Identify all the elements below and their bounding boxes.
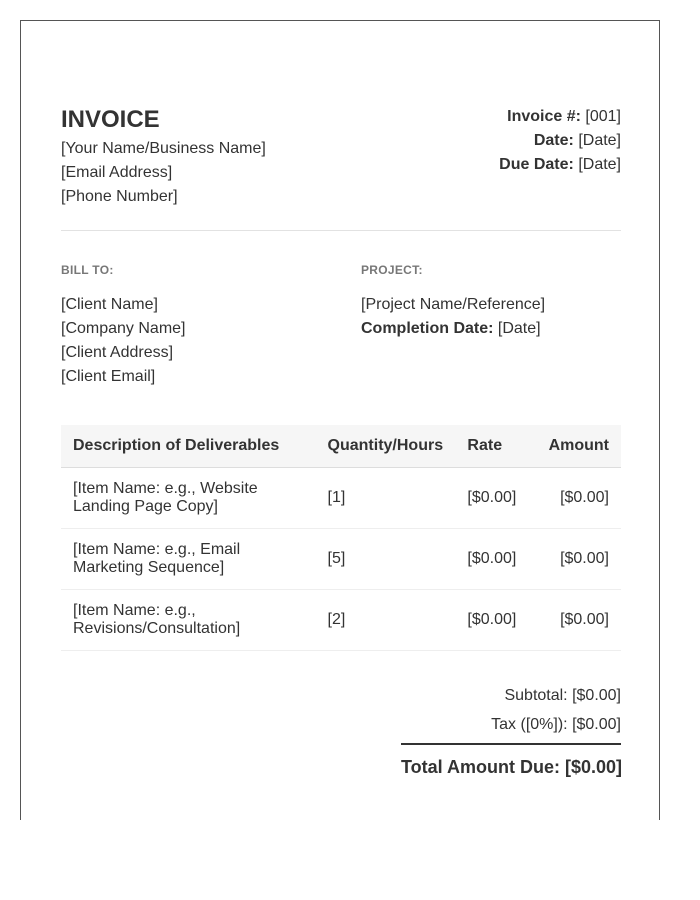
- item-quantity: [5]: [316, 529, 456, 590]
- invoice-number-label: Invoice #:: [507, 108, 581, 125]
- client-name: [Client Name]: [61, 296, 158, 313]
- item-description: [Item Name: e.g., Revisions/Consultation]: [61, 590, 316, 651]
- invoice-number-value: [001]: [585, 108, 621, 125]
- due-date-label: Due Date:: [499, 156, 574, 173]
- sender-email: [Email Address]: [61, 164, 173, 181]
- invoice-date-label: Date:: [533, 132, 574, 149]
- tax: Tax ([0%]): [$0.00]: [491, 716, 621, 733]
- completion-date-row: [361, 317, 545, 341]
- item-amount: [$0.00]: [537, 590, 621, 651]
- bill-to-details: [61, 293, 186, 389]
- column-header-description: Description of Deliverables: [61, 425, 316, 468]
- table-row: [61, 529, 621, 590]
- table-row: [61, 590, 621, 651]
- completion-date-label: Completion Date:: [361, 320, 494, 337]
- table-row: [61, 468, 621, 529]
- invoice-header: [61, 105, 621, 215]
- invoice-sheet: [20, 20, 660, 820]
- total-amount-due: Total Amount Due: [$0.00]: [401, 757, 623, 777]
- totals-divider: [401, 743, 621, 745]
- column-header-quantity: Quantity/Hours: [316, 425, 456, 468]
- item-amount: [$0.00]: [537, 529, 621, 590]
- column-header-amount: Amount: [537, 425, 621, 468]
- header-divider: [61, 230, 621, 231]
- project-section: [361, 263, 545, 341]
- line-items-table: [61, 425, 621, 651]
- column-header-rate: Rate: [455, 425, 536, 468]
- item-rate: [$0.00]: [455, 529, 536, 590]
- completion-date-value: [Date]: [497, 320, 541, 337]
- sender-name: [Your Name/Business Name]: [61, 140, 266, 157]
- bill-to-section: [61, 263, 186, 389]
- item-amount: [$0.00]: [537, 468, 621, 529]
- item-rate: [$0.00]: [455, 468, 536, 529]
- item-description: [Item Name: e.g., Email Marketing Sequence]: [61, 529, 316, 590]
- project-label: PROJECT:: [361, 263, 423, 277]
- invoice-meta: [499, 105, 621, 177]
- project-details: [361, 293, 545, 341]
- invoice-date-row: [499, 129, 621, 153]
- item-quantity: [2]: [316, 590, 456, 651]
- bill-to-label: BILL TO:: [61, 263, 114, 277]
- invoice-date-value: [Date]: [578, 132, 621, 149]
- client-email: [Client Email]: [61, 368, 156, 385]
- sender-phone: [Phone Number]: [61, 188, 178, 205]
- table-header-row: [61, 425, 621, 468]
- totals-section: [401, 681, 621, 779]
- subtotal: Subtotal: [$0.00]: [504, 687, 621, 704]
- sender-details: [61, 137, 266, 209]
- item-quantity: [1]: [316, 468, 456, 529]
- item-description: [Item Name: e.g., Website Landing Page Copy]: [61, 468, 316, 529]
- project-name: [Project Name/Reference]: [361, 296, 546, 313]
- item-rate: [$0.00]: [455, 590, 536, 651]
- due-date-row: [499, 153, 621, 177]
- invoice-number-row: [499, 105, 621, 129]
- invoice-title: INVOICE: [61, 106, 160, 133]
- company-name: [Company Name]: [61, 320, 186, 337]
- due-date-value: [Date]: [578, 156, 621, 173]
- client-address: [Client Address]: [61, 344, 174, 361]
